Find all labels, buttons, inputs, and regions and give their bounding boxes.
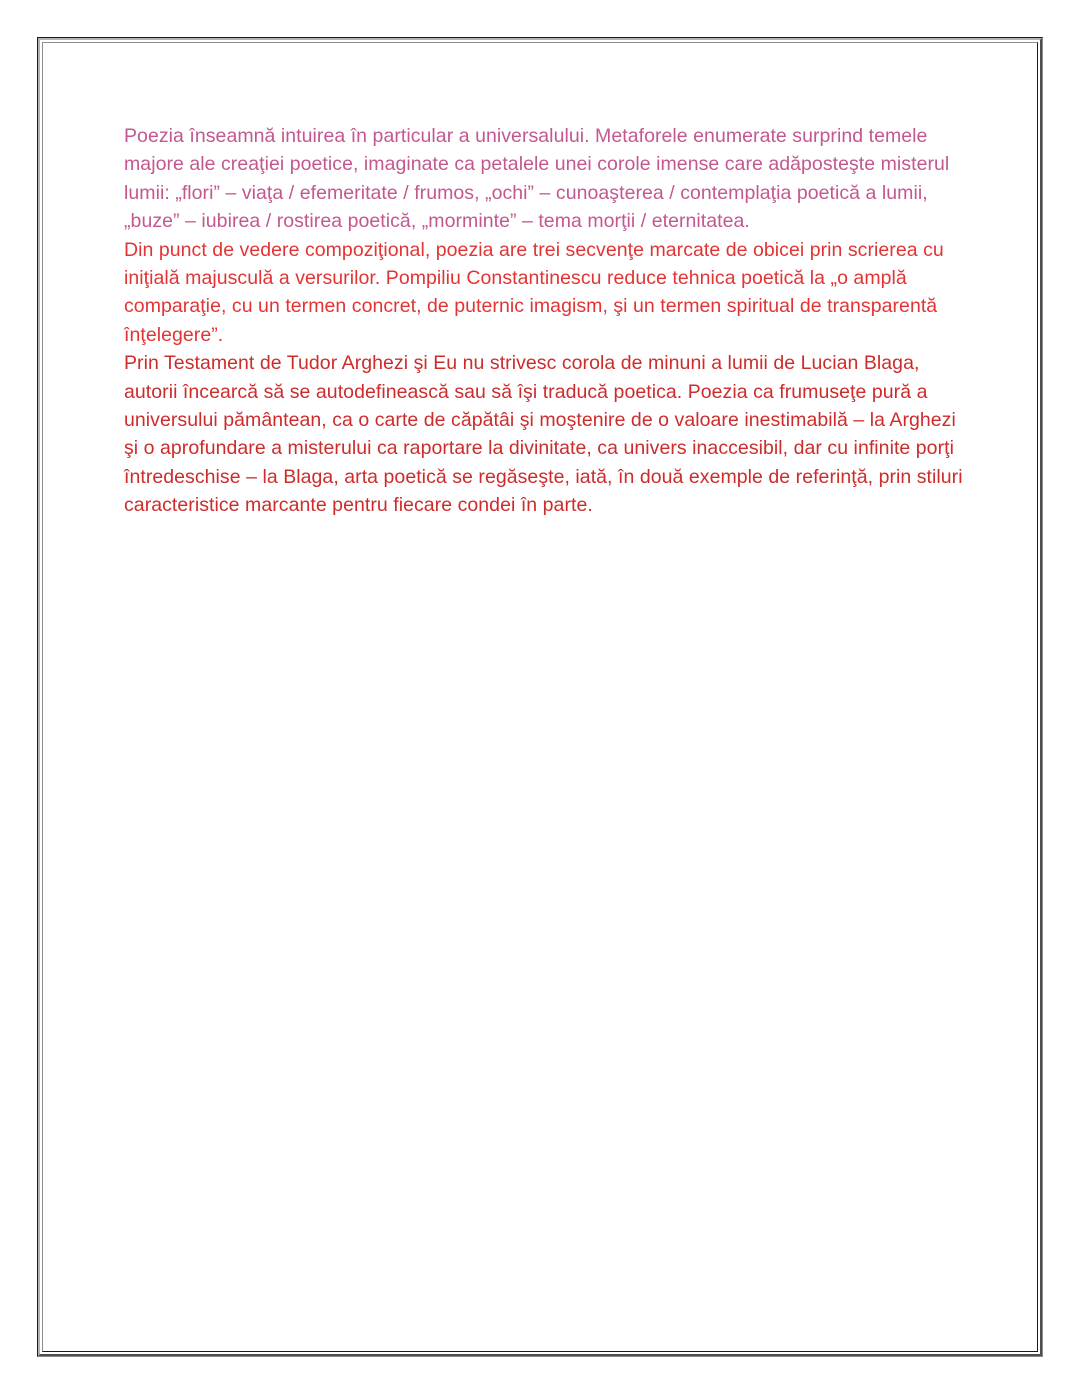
paragraph-1: Poezia înseamnă intuirea în particular a universalului. Metaforele enumerate surprind temele majore ale creaţiei poetice, imaginate ca petalele unei corole imense care adăposteşte misterul lumii: „flori” – viaţa / efemeritate / frumos, „ochi” – cunoaşterea / contemplaţia poetică a lumii, „buze” – iubirea / rostirea poetică, „morminte” – tema morţii / eternitatea. [124, 125, 950, 233]
paragraph-3: Prin Testament de Tudor Arghezi şi Eu nu strivesc corola de minuni a lumii de Lucian Blaga, autorii încearcă să se autodefinească sau să îşi traducă poetica. Poezia ca frumuseţe pură a universului pământean, ca o carte de căpătâi şi moştenire de o valoare inestimabilă – la Arghezi şi o aprofundare a misterului ca raportare la divinitate, ca univers inaccesibil, dar cu infinite porţi întredeschise – la Blaga, arta poetică se regăseşte, iată, în două exemple de referinţă, prin stiluri caracteristice marcante pentru fiecare condei în parte. [124, 352, 963, 517]
document-body [124, 122, 964, 520]
paragraph-2: Din punct de vedere compoziţional, poezia are trei secvenţe marcate de obicei prin scrierea cu iniţială majusculă a versurilor. Pompiliu Constantinescu reduce tehnica poetică la „o amplă comparaţie, cu un termen concret, de puternic imagism, şi un termen spiritual de transparentă înţelegere”. [124, 238, 944, 346]
